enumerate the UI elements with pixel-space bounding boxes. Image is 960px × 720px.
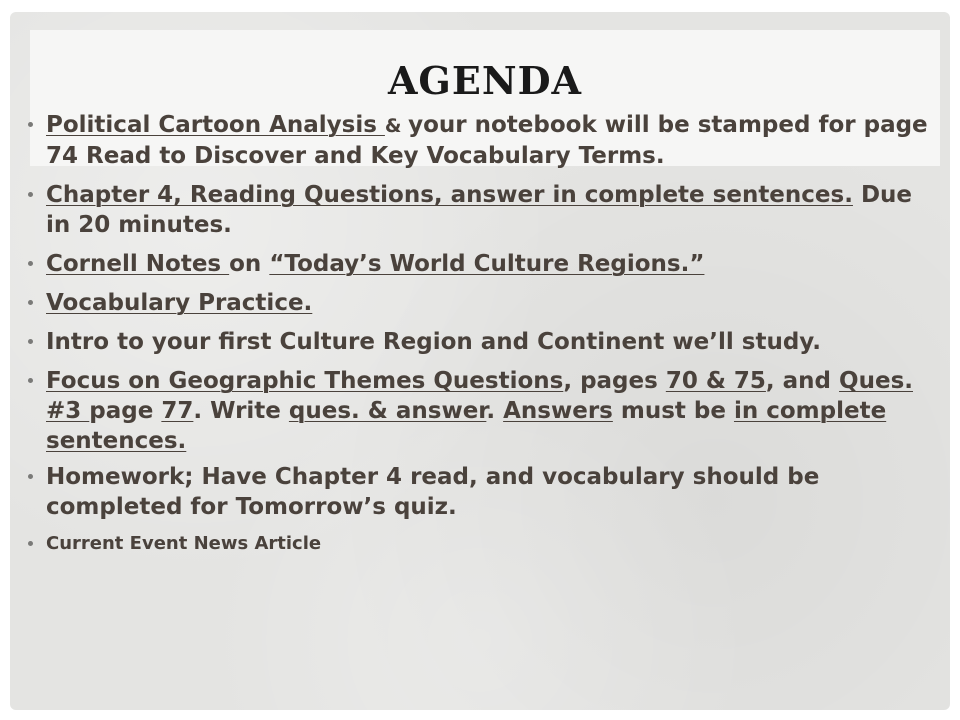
bullet-icon bbox=[28, 192, 33, 197]
agenda-item bbox=[28, 327, 928, 357]
item-text: , pages bbox=[563, 368, 666, 394]
item-text: must be bbox=[612, 398, 734, 424]
underlined-text: 70 & 75 bbox=[665, 368, 766, 394]
bullet-icon bbox=[28, 261, 33, 266]
item-text: . bbox=[486, 398, 504, 424]
item-text: Current Event News Article bbox=[46, 533, 322, 554]
bullet-icon bbox=[28, 474, 33, 479]
bullet-icon bbox=[28, 300, 33, 305]
underlined-text: 77 bbox=[161, 398, 194, 424]
agenda-item bbox=[28, 531, 928, 557]
underlined-text: in complete sentences. bbox=[46, 398, 887, 454]
bullet-icon bbox=[28, 541, 33, 546]
agenda-item bbox=[28, 249, 928, 279]
agenda-item bbox=[28, 462, 928, 522]
underlined-text: Political Cartoon Analysis bbox=[46, 112, 385, 138]
agenda-item bbox=[28, 180, 928, 240]
item-text: & bbox=[384, 115, 409, 137]
bullet-icon bbox=[28, 339, 33, 344]
underlined-text: Answers bbox=[503, 398, 613, 424]
slide bbox=[10, 12, 950, 710]
underlined-text: Focus on Geographic Themes Questions bbox=[46, 368, 564, 394]
underlined-text: Cornell Notes bbox=[46, 251, 230, 277]
bullet-icon bbox=[28, 378, 33, 383]
item-text: Due in 20 minutes. bbox=[46, 182, 913, 238]
underlined-text: Vocabulary Practice. bbox=[46, 290, 313, 316]
agenda-item bbox=[28, 110, 928, 171]
agenda-item bbox=[28, 288, 928, 318]
item-text: Homework; Have Chapter 4 read, and vocabulary should be completed for Tomorrow’s quiz. bbox=[46, 464, 820, 520]
item-text: your notebook will be stamped for page 74 Read to Discover and Key Vocabulary Terms. bbox=[46, 112, 928, 169]
item-text: . Write bbox=[193, 398, 289, 424]
item-text: , and bbox=[765, 368, 840, 394]
item-text: on bbox=[229, 251, 270, 277]
underlined-text: Ques. #3 bbox=[46, 368, 913, 424]
bullet-icon bbox=[28, 122, 33, 127]
agenda-item bbox=[28, 366, 928, 456]
slide-title: AGENDA bbox=[387, 58, 583, 103]
underlined-text: ques. & answer bbox=[288, 398, 487, 424]
item-text: Intro to your first Culture Region and Continent we’ll study. bbox=[46, 329, 821, 355]
item-text: page bbox=[89, 398, 162, 424]
agenda-list bbox=[28, 110, 928, 557]
underlined-text: Chapter 4, Reading Questions, answer in complete sentences. bbox=[46, 182, 853, 208]
underlined-text: “Today’s World Culture Regions.” bbox=[269, 251, 705, 277]
